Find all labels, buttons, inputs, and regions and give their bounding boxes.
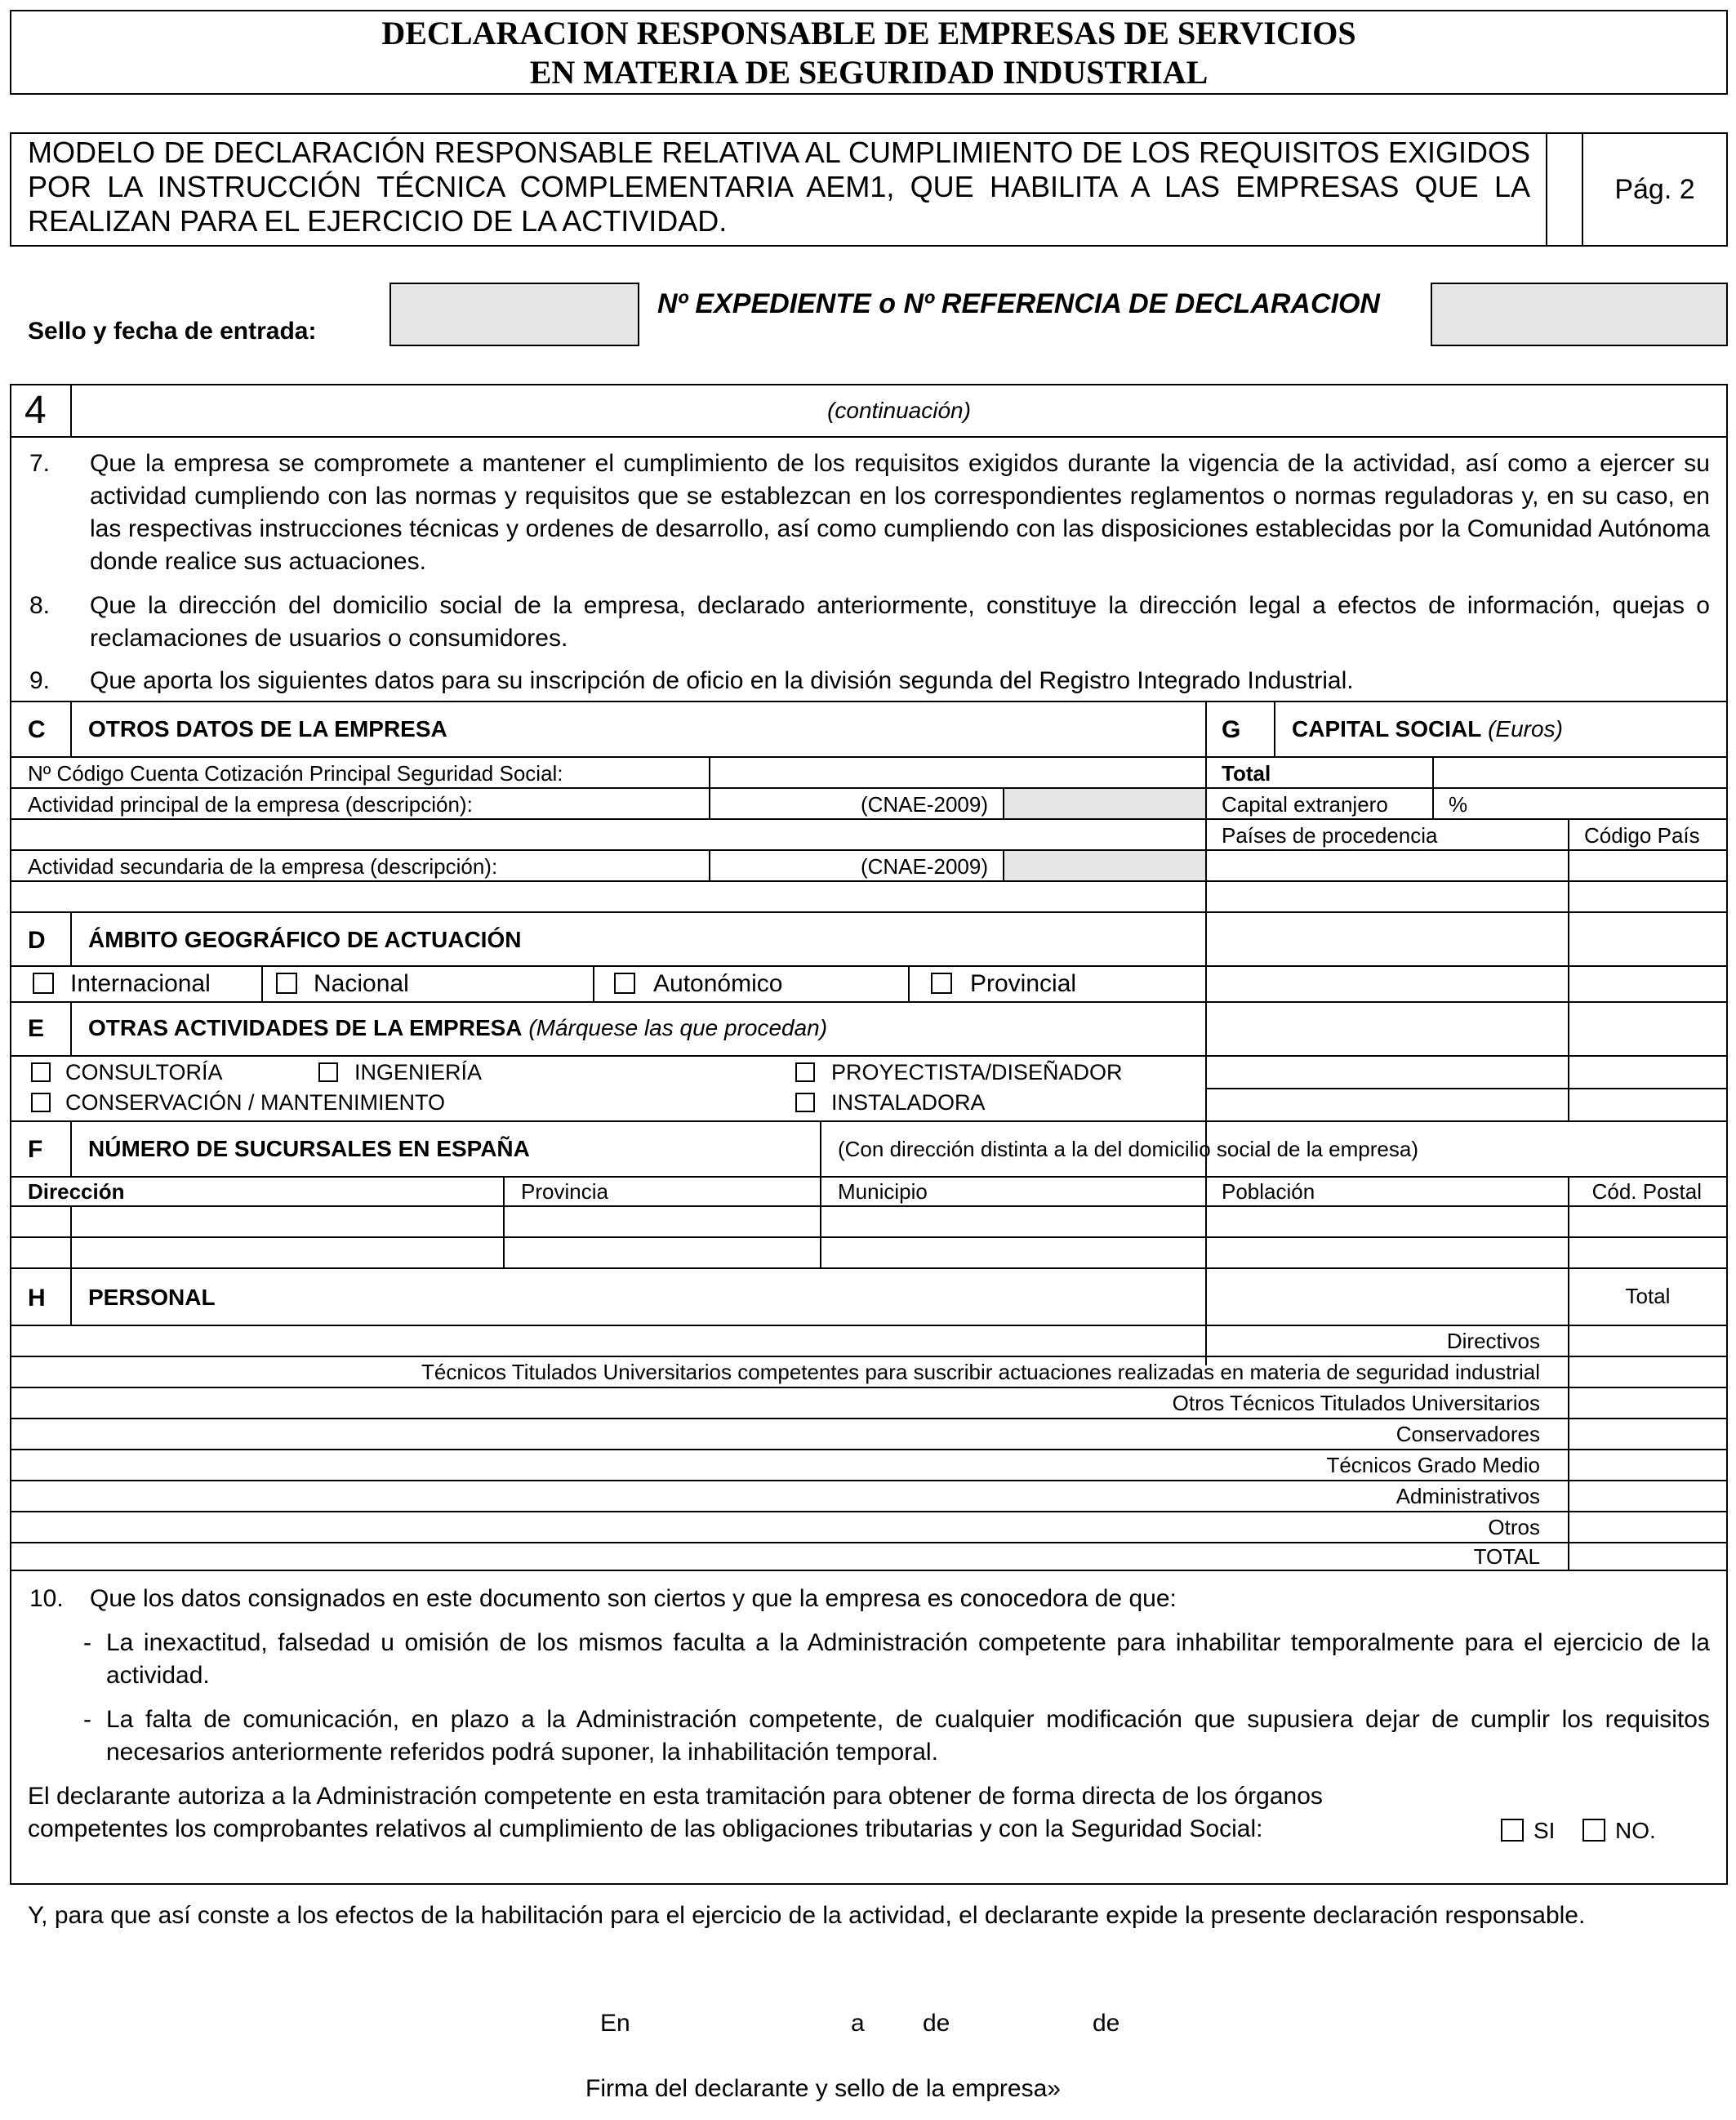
item-10-text: Que los datos consignados en este documento son ciertos y que la empresa es conocedora de que: (90, 1585, 1177, 1612)
col-line (70, 1120, 72, 1176)
item-7-number: 7. (29, 450, 51, 477)
section-d-title: ÁMBITO GEOGRÁFICO DE ACTUACIÓN (88, 927, 522, 952)
branch-col-municipio: Municipio (838, 1179, 928, 1204)
personnel-row-label: Técnicos Titulados Universitarios competentes para suscribir actuaciones realizadas en materia de seguridad industrial (421, 1360, 1540, 1384)
row-line (10, 1511, 1728, 1512)
col-line (820, 1120, 821, 1176)
row-line (10, 1001, 1205, 1003)
col-line (70, 1267, 72, 1325)
expediente-field[interactable] (1431, 283, 1728, 346)
date-a-label: a (851, 2010, 865, 2037)
section-d-letter: D (28, 927, 46, 954)
personnel-row-label: Conservadores (1395, 1422, 1540, 1446)
item-10-bullet-1: La inexactitud, falsedad u omisión de los mismos faculta a la Administración competente para inhabilitar temporalmente para el ejercicio de la actividad. (106, 1629, 1710, 1689)
personnel-row-label: Otros (1488, 1515, 1540, 1539)
item-7-text: Que la empresa se compromete a mantener el cumplimiento de los requisitos exigidos durante la vigencia de la actividad, así como a ejercer su actividad cumpliendo con las normas y requisitos que se establezcan en los correspondientes reglamentos o normas reguladoras y, en su caso, en las respectivas instrucciones técnicas y ordenes de desarrollo, así como cumpliendo con las disposiciones establecidas por la Comunidad Autónoma donde realice sus actuaciones. (90, 450, 1710, 575)
date-de-label: de (1093, 2010, 1120, 2037)
country-code-field[interactable] (1569, 1057, 1726, 1088)
ss-code-label: Nº Código Cuenta Cotización Principal Seguridad Social: (28, 761, 563, 786)
conservacion-label: CONSERVACIÓN / MANTENIMIENTO (65, 1090, 446, 1115)
country-field[interactable] (1207, 967, 1566, 1001)
country-code-field[interactable] (1569, 882, 1726, 911)
country-field[interactable] (1207, 1089, 1566, 1120)
cnae-secondary-label: (CNAE-2009) (860, 854, 988, 879)
scope-autonomico-checkbox[interactable] (614, 973, 635, 994)
section-g-unit: (Euros) (1488, 716, 1563, 742)
row-line (10, 701, 1728, 702)
personnel-row-label: Directivos (1446, 1329, 1540, 1353)
item-10-number: 10. (29, 1585, 64, 1612)
capital-total-label: Total (1222, 761, 1271, 786)
authorize-no-label: NO. (1615, 1818, 1656, 1843)
personnel-total-field[interactable] (1569, 1512, 1726, 1542)
section-h-letter: H (28, 1285, 46, 1312)
country-code-field[interactable] (1569, 1089, 1726, 1120)
country-field[interactable] (1207, 913, 1566, 965)
personnel-total-field[interactable] (1569, 1481, 1726, 1511)
personnel-row-label: Administrativos (1395, 1484, 1540, 1508)
scope-autonomico-label: Autonómico (653, 970, 783, 997)
col-line (70, 701, 72, 756)
branch-row-field[interactable] (72, 1207, 501, 1236)
row-line (10, 1176, 1728, 1178)
country-code-field[interactable] (1569, 851, 1726, 880)
capital-foreign-field[interactable] (1470, 789, 1726, 817)
section-e-letter: E (28, 1015, 45, 1042)
authorize-line-1: El declarante autoriza a la Administración competente en esta tramitación para obtener de forma directa de los órganos (28, 1783, 1323, 1810)
ss-code-field[interactable] (710, 758, 1204, 786)
cnae-main-label: (CNAE-2009) (860, 792, 988, 817)
activity-main-detail-field[interactable] (11, 820, 1204, 849)
branch-row-field[interactable] (1569, 1207, 1726, 1236)
row-line (10, 1325, 1728, 1326)
section-h-title: PERSONAL (88, 1285, 216, 1310)
section-c-title: OTROS DATOS DE LA EMPRESA (88, 716, 447, 742)
row-line (10, 965, 1205, 967)
personnel-total-field[interactable] (1569, 1388, 1726, 1418)
stamp-field[interactable] (389, 283, 639, 346)
item-9-number: 9. (29, 667, 51, 694)
item-10-bullet-dash: - (83, 1706, 91, 1733)
signature-label: Firma del declarante y sello de la empresa» (585, 2075, 1061, 2102)
scope-provincial-checkbox[interactable] (931, 973, 952, 994)
personnel-total-field[interactable] (1569, 1419, 1726, 1449)
stamp-label: Sello y fecha de entrada: (28, 318, 317, 345)
scope-internacional-label: Internacional (70, 970, 211, 997)
model-divider (1546, 132, 1547, 247)
consultoria-checkbox[interactable] (31, 1062, 51, 1082)
instaladora-label: INSTALADORA (831, 1090, 986, 1115)
country-field[interactable] (1207, 1003, 1566, 1055)
authorize-line-2: competentes los comprobantes relativos al cumplimiento de las obligaciones tributarias y con la Seguridad Social: (28, 1815, 1263, 1842)
proyectista-label: PROYECTISTA/DISEÑADOR (831, 1060, 1123, 1084)
section-e-title: OTRAS ACTIVIDADES DE LA EMPRESA (88, 1015, 523, 1040)
scope-nacional-label: Nacional (314, 970, 409, 997)
col-line (908, 965, 910, 1001)
personnel-total-field[interactable] (1569, 1450, 1726, 1480)
section-g-letter: G (1222, 716, 1241, 743)
country-code-field[interactable] (1569, 967, 1726, 1001)
scope-nacional-checkbox[interactable] (276, 973, 297, 994)
country-field[interactable] (1207, 882, 1566, 911)
authorize-si-checkbox[interactable] (1501, 1819, 1524, 1842)
scope-internacional-checkbox[interactable] (33, 973, 54, 994)
section-g-title-wrap (1292, 715, 1563, 743)
col-line (593, 965, 594, 1001)
country-field[interactable] (1207, 851, 1566, 880)
form-title-line1: DECLARACION RESPONSABLE DE EMPRESAS DE SERVICIOS (381, 15, 1356, 51)
item-9-text: Que aporta los siguientes datos para su inscripción de oficio en la división segunda del Registro Integrado Industrial. (90, 667, 1354, 694)
section-c-letter: C (28, 716, 46, 743)
countries-header: Países de procedencia (1222, 823, 1438, 848)
country-code-field[interactable] (1569, 913, 1726, 965)
model-description: MODELO DE DECLARACIÓN RESPONSABLE RELATIVA AL CUMPLIMIENTO DE LOS REQUISITOS EXIGIDOS POR LA INSTRUCCIÓN TÉCNICA COMPLEMENTARIA AEM1, QUE HABILITA A LAS EMPRESAS QUE LA REALIZAN PARA EL EJERCICIO DE LA ACTIVIDAD. (28, 136, 1530, 238)
branch-col-postal: Cód. Postal (1591, 1179, 1702, 1204)
row-line (10, 1570, 1728, 1571)
col-line (1274, 701, 1275, 756)
personnel-row-label: Técnicos Grado Medio (1326, 1453, 1540, 1477)
branch-row-field[interactable] (505, 1207, 818, 1236)
section-f-letter: F (28, 1136, 43, 1163)
instaladora-checkbox[interactable] (795, 1093, 815, 1112)
row-line (10, 1418, 1728, 1419)
col-line (70, 911, 72, 965)
personnel-row-label: Otros Técnicos Titulados Universitarios (1172, 1391, 1540, 1415)
authorize-si-label: SI (1533, 1818, 1556, 1843)
branch-row-field[interactable] (1569, 1238, 1726, 1267)
section-4-subtitle: (continuación) (827, 398, 971, 423)
branch-col-provincia: Provincia (521, 1179, 608, 1204)
ingenieria-checkbox[interactable] (318, 1062, 338, 1082)
row-line (10, 436, 1728, 438)
activity-secondary-detail-field[interactable] (11, 882, 1204, 911)
branch-row-field[interactable] (505, 1238, 818, 1267)
section-e-title-wrap (88, 1014, 827, 1042)
personnel-total-field[interactable] (1569, 1326, 1726, 1356)
cnae-main-field[interactable] (1004, 789, 1205, 818)
authorize-no-checkbox[interactable] (1582, 1819, 1605, 1842)
personnel-total-header: Total (1625, 1284, 1671, 1308)
col-line (70, 1001, 72, 1055)
section-4-number: 4 (24, 389, 47, 432)
branch-row-field[interactable] (821, 1238, 1204, 1267)
row-line (10, 1055, 1205, 1057)
section-f-note: (Con dirección distinta a la del domicilio social de la empresa) (838, 1137, 1419, 1161)
activity-main-label: Actividad principal de la empresa (descripción): (28, 792, 473, 817)
row-line (10, 1356, 1728, 1357)
capital-foreign-label: Capital extranjero (1222, 792, 1388, 817)
branch-row-field[interactable] (1207, 1207, 1566, 1236)
scope-provincial-label: Provincial (970, 970, 1077, 997)
date-de-label: de (923, 2010, 950, 2037)
row-line (10, 1267, 1728, 1269)
row-line (10, 1387, 1728, 1388)
expediente-label: Nº EXPEDIENTE o Nº REFERENCIA DE DECLARACION (657, 288, 1380, 319)
ingenieria-label: INGENIERÍA (354, 1060, 483, 1084)
item-10-bullet-dash: - (83, 1629, 91, 1656)
activity-secondary-label: Actividad secundaria de la empresa (descripción): (28, 854, 498, 879)
item-8-number: 8. (29, 592, 51, 619)
personnel-row-label: TOTAL (1473, 1544, 1540, 1569)
item-10-bullet-2: La falta de comunicación, en plazo a la Administración competente, de cualquier modificación que supusiera dejar de cumplir los requisitos necesarios anteriormente referidos podrá suponer, la inhabilitación temporal. (106, 1706, 1710, 1766)
consultoria-label: CONSULTORÍA (65, 1060, 223, 1084)
capital-total-field[interactable] (1434, 758, 1726, 786)
branch-row-field[interactable] (821, 1207, 1204, 1236)
col-line (261, 965, 263, 1001)
proyectista-checkbox[interactable] (795, 1062, 815, 1082)
country-code-header: Código País (1584, 823, 1700, 848)
row-line (10, 1480, 1728, 1481)
branch-col-direccion: Dirección (28, 1179, 125, 1204)
conservacion-checkbox[interactable] (31, 1093, 51, 1112)
closing-text: Y, para que así conste a los efectos de la habilitación para el ejercicio de la actividad, el declarante expide la presente declaración responsable. (28, 1902, 1586, 1929)
form-title-line2: EN MATERIA DE SEGURIDAD INDUSTRIAL (529, 54, 1209, 91)
page-number: Pág. 2 (1614, 174, 1695, 205)
cnae-secondary-field[interactable] (1004, 851, 1205, 880)
country-field[interactable] (1207, 1057, 1566, 1088)
country-code-field[interactable] (1569, 1003, 1726, 1055)
item-8-text: Que la dirección del domicilio social de la empresa, declarado anteriormente, constituye la dirección legal a efectos de información, quejas o reclamaciones de usuarios o consumidores. (90, 592, 1710, 652)
row-line (10, 1542, 1728, 1543)
branch-col-poblacion: Población (1222, 1179, 1315, 1204)
personnel-total-field[interactable] (1569, 1543, 1726, 1570)
capital-percent-label: % (1449, 792, 1468, 817)
row-line (10, 1120, 1728, 1122)
branch-row-field[interactable] (72, 1238, 501, 1267)
place-en-label: En (600, 2010, 630, 2037)
section-g-title: CAPITAL SOCIAL (1292, 716, 1482, 742)
personnel-total-field[interactable] (1569, 1357, 1726, 1387)
branch-row-field[interactable] (1207, 1238, 1566, 1267)
row-line (10, 1449, 1728, 1450)
section-e-note: (Márquese las que procedan) (528, 1015, 828, 1040)
section-f-title: NÚMERO DE SUCURSALES EN ESPAÑA (88, 1136, 530, 1161)
